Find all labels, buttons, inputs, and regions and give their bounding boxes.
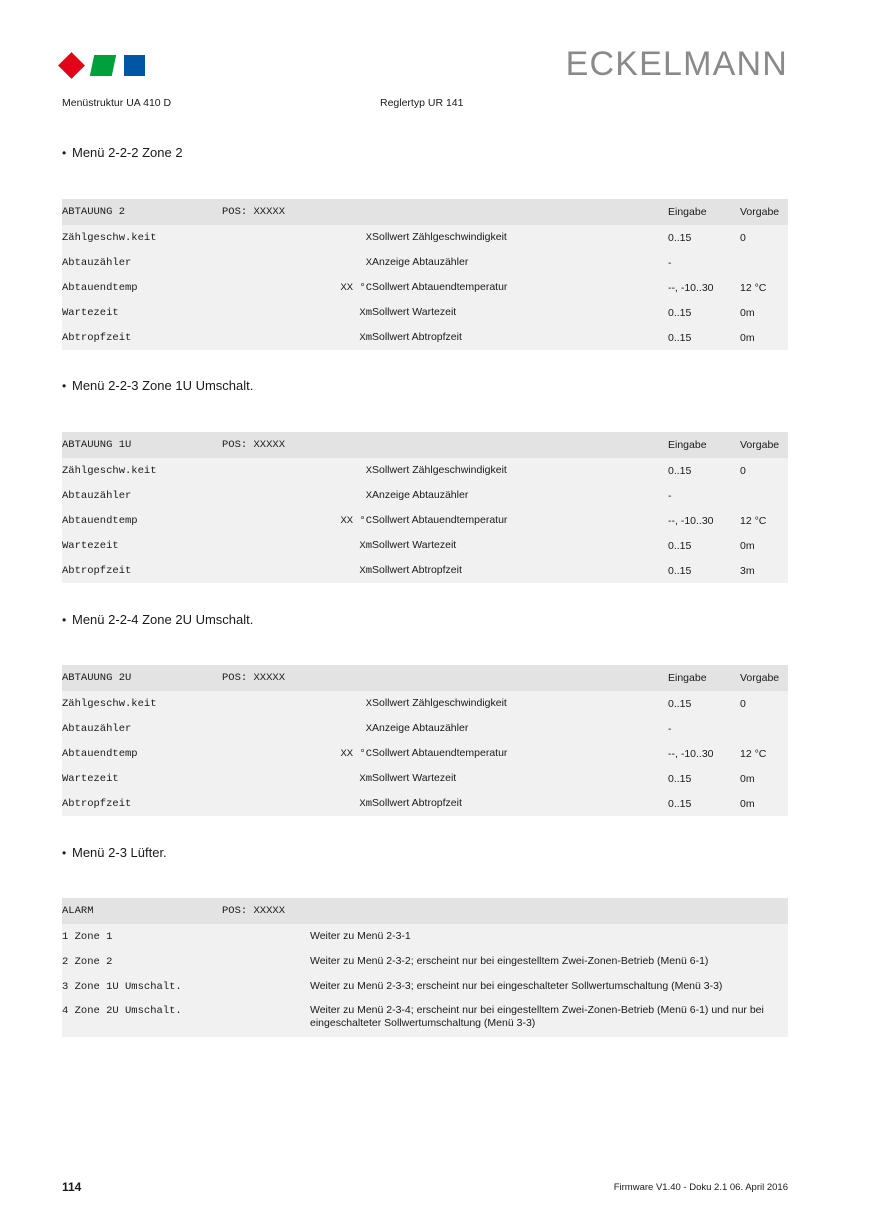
table-header-eingabe: Eingabe: [668, 672, 707, 684]
row-description: Sollwert Abtauendtemperatur: [372, 280, 508, 293]
table-row: [62, 999, 788, 1037]
logo-diamond-icon: [58, 52, 85, 79]
row-name: Wartezeit: [62, 539, 119, 552]
row-description: Weiter zu Menü 2-3-4; erscheint nur bei eingestelltem Zwei-Zonen-Betrieb (Menü 6-1) und nur bei eingeschalteter Sollwertumschaltung (Menü 3-3): [310, 1004, 764, 1030]
row-name: 1 Zone 1: [62, 930, 113, 943]
section-menu-2-2-3: [62, 378, 788, 393]
row-pos: [222, 483, 310, 508]
row-name: Zählgeschw.keit: [62, 697, 157, 710]
row-value: Xm: [359, 306, 372, 319]
row-value: X: [365, 256, 372, 269]
row-name: 3 Zone 1U Umschalt.: [62, 980, 182, 993]
table-row: [62, 533, 788, 558]
row-description: Weiter zu Menü 2-3-2; erscheint nur bei eingestelltem Zwei-Zonen-Betrieb (Menü 6-1): [310, 954, 709, 967]
table-header-name: ABTAUUNG 2: [62, 206, 126, 218]
row-value: Xm: [359, 539, 372, 552]
row-description: Sollwert Abtropfzeit: [372, 330, 462, 343]
row-pos: [222, 558, 310, 583]
section-title-text: Menü 2-2-2 Zone 2: [72, 145, 183, 160]
table-header-row: [62, 665, 788, 691]
row-name: Abtauendtemp: [62, 514, 138, 527]
row-vorgabe: 3m: [740, 564, 755, 577]
row-pos: [222, 949, 310, 974]
row-vorgabe: 0m: [740, 306, 755, 319]
table-header-value: [310, 665, 372, 691]
table-header-pos: POS: XXXXX: [222, 672, 286, 684]
row-description: Anzeige Abtauzähler: [372, 488, 469, 501]
section-title: [62, 612, 788, 627]
table-row: [62, 741, 788, 766]
row-name: Abtauzähler: [62, 489, 132, 502]
row-eingabe: 0..15: [668, 772, 692, 785]
row-description: Sollwert Wartezeit: [372, 771, 457, 784]
row-value: XX °C: [340, 281, 372, 294]
row-eingabe: -: [668, 256, 672, 269]
row-name: Abtauzähler: [62, 256, 132, 269]
table-row: [62, 558, 788, 583]
table-menu-2-2-2: [62, 199, 788, 350]
row-vorgabe: 0: [740, 697, 746, 710]
table-header-vorgabe: Vorgabe: [740, 439, 780, 451]
row-description: Sollwert Zählgeschwindigkeit: [372, 463, 507, 476]
row-pos: [222, 999, 310, 1037]
table-header-row: [62, 199, 788, 225]
row-eingabe: --, -10..30: [668, 747, 714, 760]
row-name: Zählgeschw.keit: [62, 464, 157, 477]
row-description: Weiter zu Menü 2-3-1: [310, 929, 411, 942]
row-pos: [222, 533, 310, 558]
section-title-text: Menü 2-2-3 Zone 1U Umschalt.: [72, 378, 254, 393]
bullet-icon: •: [62, 613, 67, 627]
table-menu-2-2-3: [62, 432, 788, 583]
table-row: [62, 766, 788, 791]
table-header-value: [310, 432, 372, 458]
document-subtitle-left: Menüstruktur UA 410 D: [62, 97, 172, 109]
section-menu-2-2-4: [62, 612, 788, 627]
table-header-desc: [310, 898, 788, 924]
row-pos: [222, 791, 310, 816]
row-value: X: [365, 697, 372, 710]
table-header-name: ALARM: [62, 905, 94, 917]
table-row: [62, 225, 788, 250]
row-description: Anzeige Abtauzähler: [372, 255, 469, 268]
row-vorgabe: 0: [740, 231, 746, 244]
table-header-eingabe: Eingabe: [668, 439, 707, 451]
table-header-value: [310, 199, 372, 225]
row-description: Sollwert Wartezeit: [372, 538, 457, 551]
row-vorgabe: [740, 716, 788, 741]
table-row: [62, 458, 788, 483]
row-eingabe: 0..15: [668, 797, 692, 810]
row-description: Anzeige Abtauzähler: [372, 721, 469, 734]
row-value: X: [365, 722, 372, 735]
row-vorgabe: [740, 250, 788, 275]
table-row: [62, 275, 788, 300]
table-header-row: [62, 898, 788, 924]
row-value: Xm: [359, 797, 372, 810]
row-eingabe: --, -10..30: [668, 514, 714, 527]
brand-title: ECKELMANN: [565, 45, 788, 83]
row-value: X: [365, 231, 372, 244]
table-header-row: [62, 432, 788, 458]
row-pos: [222, 250, 310, 275]
logo-green-icon: [90, 55, 116, 76]
row-pos: [222, 508, 310, 533]
row-eingabe: 0..15: [668, 231, 692, 244]
row-description: Weiter zu Menü 2-3-3; erscheint nur bei eingeschalteter Sollwertumschaltung (Menü 3-3): [310, 979, 723, 992]
table-header-pos: POS: XXXXX: [222, 206, 286, 218]
row-vorgabe: 12 °C: [740, 747, 767, 760]
table-header-pos: POS: XXXXX: [222, 905, 286, 917]
table-menu-2-3: [62, 898, 788, 1037]
row-value: X: [365, 489, 372, 502]
row-name: Zählgeschw.keit: [62, 231, 157, 244]
row-pos: [222, 458, 310, 483]
table-menu-2-2-4: [62, 665, 788, 816]
row-vorgabe: 12 °C: [740, 281, 767, 294]
row-eingabe: 0..15: [668, 564, 692, 577]
table-row: [62, 325, 788, 350]
table-row: [62, 924, 788, 949]
bullet-icon: •: [62, 379, 67, 393]
row-pos: [222, 275, 310, 300]
table-header-vorgabe: Vorgabe: [740, 672, 780, 684]
row-name: Wartezeit: [62, 772, 119, 785]
table-row: [62, 949, 788, 974]
row-vorgabe: 0m: [740, 772, 755, 785]
section-menu-2-2-2: [62, 145, 788, 160]
row-value: Xm: [359, 772, 372, 785]
bullet-icon: •: [62, 146, 67, 160]
table-row: [62, 508, 788, 533]
section-title-text: Menü 2-2-4 Zone 2U Umschalt.: [72, 612, 254, 627]
row-value: XX °C: [340, 514, 372, 527]
row-vorgabe: 12 °C: [740, 514, 767, 527]
row-pos: [222, 691, 310, 716]
row-vorgabe: 0m: [740, 539, 755, 552]
row-eingabe: 0..15: [668, 697, 692, 710]
table-header-eingabe: Eingabe: [668, 206, 707, 218]
firmware-info: Firmware V1.40 - Doku 2.1 06. April 2016: [613, 1182, 788, 1193]
row-name: Abtauendtemp: [62, 281, 138, 294]
row-description: Sollwert Abtropfzeit: [372, 563, 462, 576]
table-header-desc: [372, 665, 668, 691]
page-number: 114: [62, 1180, 82, 1194]
row-value: Xm: [359, 564, 372, 577]
row-pos: [222, 716, 310, 741]
table-row: [62, 791, 788, 816]
row-vorgabe: 0m: [740, 331, 755, 344]
table-row: [62, 300, 788, 325]
row-name: Abtauzähler: [62, 722, 132, 735]
row-eingabe: --, -10..30: [668, 281, 714, 294]
table-header-vorgabe: Vorgabe: [740, 206, 780, 218]
row-vorgabe: 0m: [740, 797, 755, 810]
table-header-desc: [372, 432, 668, 458]
row-description: Sollwert Abtropfzeit: [372, 796, 462, 809]
section-title: [62, 378, 788, 393]
row-name: Abtropfzeit: [62, 331, 132, 344]
row-value: XX °C: [340, 747, 372, 760]
table-row: [62, 483, 788, 508]
page-header: [62, 45, 788, 115]
row-description: Sollwert Zählgeschwindigkeit: [372, 230, 507, 243]
table-row: [62, 974, 788, 999]
row-name: 2 Zone 2: [62, 955, 113, 968]
table-header-name: ABTAUUNG 1U: [62, 439, 132, 451]
row-description: Sollwert Wartezeit: [372, 305, 457, 318]
row-description: Sollwert Abtauendtemperatur: [372, 513, 508, 526]
row-name: Abtauendtemp: [62, 747, 138, 760]
row-pos: [222, 325, 310, 350]
table-header-name: ABTAUUNG 2U: [62, 672, 132, 684]
row-pos: [222, 225, 310, 250]
table-row: [62, 250, 788, 275]
row-pos: [222, 924, 310, 949]
row-description: Sollwert Abtauendtemperatur: [372, 746, 508, 759]
row-description: Sollwert Zählgeschwindigkeit: [372, 696, 507, 709]
table-row: [62, 691, 788, 716]
table-header-pos: POS: XXXXX: [222, 439, 286, 451]
row-pos: [222, 300, 310, 325]
row-eingabe: 0..15: [668, 306, 692, 319]
row-pos: [222, 766, 310, 791]
row-name: Abtropfzeit: [62, 564, 132, 577]
section-title-text: Menü 2-3 Lüfter.: [72, 845, 167, 860]
section-title: [62, 145, 788, 160]
logo-blue-icon: [124, 55, 145, 76]
row-eingabe: -: [668, 722, 672, 735]
row-name: Abtropfzeit: [62, 797, 132, 810]
row-eingabe: -: [668, 489, 672, 502]
row-pos: [222, 741, 310, 766]
table-row: [62, 716, 788, 741]
bullet-icon: •: [62, 846, 67, 860]
row-name: 4 Zone 2U Umschalt.: [62, 1005, 182, 1017]
row-pos: [222, 974, 310, 999]
eckelmann-logo: [62, 53, 152, 83]
row-value: X: [365, 464, 372, 477]
section-menu-2-3: [62, 845, 788, 860]
row-eingabe: 0..15: [668, 464, 692, 477]
row-vorgabe: [740, 483, 788, 508]
document-subtitle-mid: Reglertyp UR 141: [380, 97, 464, 109]
table-header-desc: [372, 199, 668, 225]
row-eingabe: 0..15: [668, 539, 692, 552]
row-value: Xm: [359, 331, 372, 344]
row-name: Wartezeit: [62, 306, 119, 319]
row-vorgabe: 0: [740, 464, 746, 477]
row-eingabe: 0..15: [668, 331, 692, 344]
section-title: [62, 845, 788, 860]
